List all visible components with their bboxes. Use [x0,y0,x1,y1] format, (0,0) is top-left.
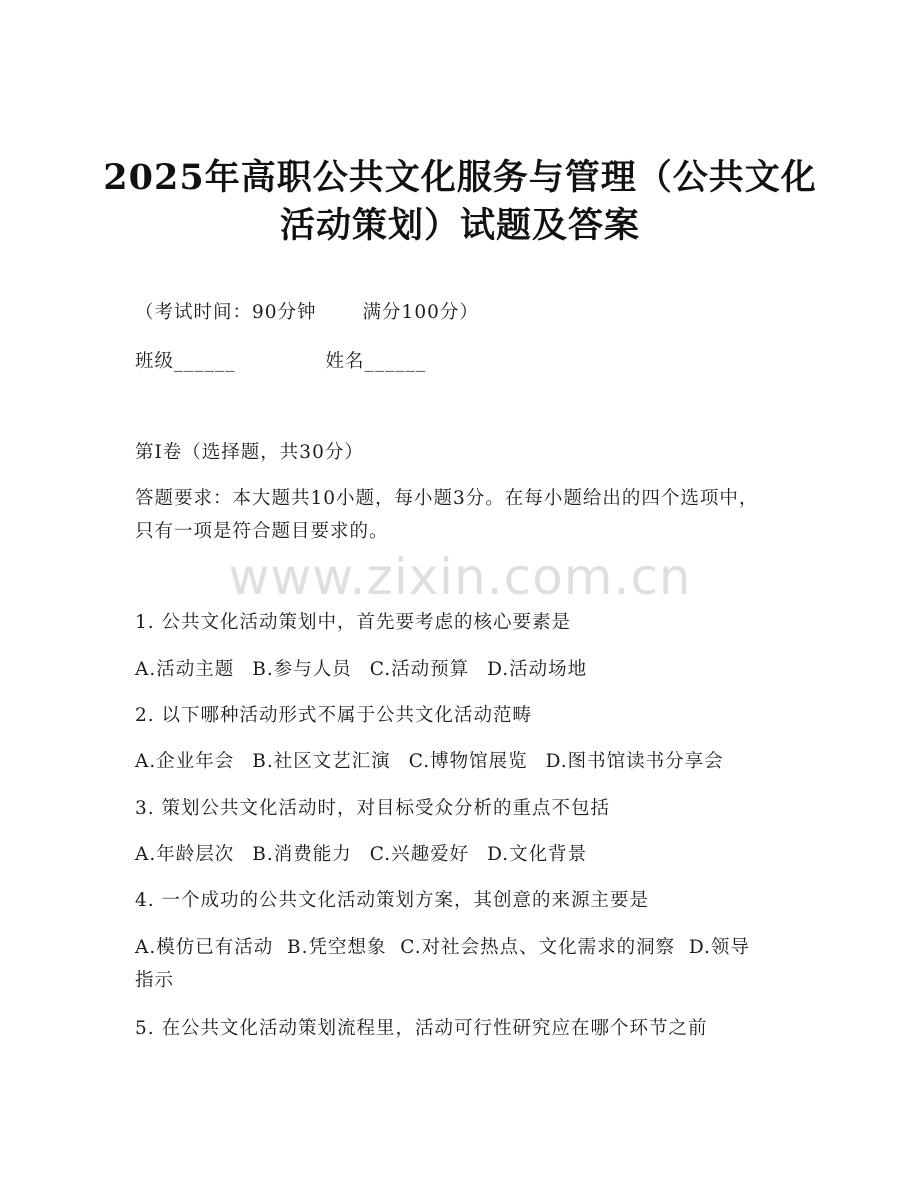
document-title-line-2: 活动策划）试题及答案 [279,205,640,246]
question-2-options [135,748,724,776]
question-2-stem: 2. 以下哪种活动形式不属于公共文化活动范畴 [135,705,533,726]
question-3-options [135,841,587,869]
question-5-stem: 5. 在公共文化活动策划流程里，活动可行性研究应在哪个环节之前 [135,1018,708,1039]
question-2-option-d: D.图书馆读书分享会 [545,751,724,772]
question-3-stem: 3. 策划公共文化活动时，对目标受众分析的重点不包括 [135,798,611,819]
exam-info [135,299,479,327]
question-1-option-c: C.活动预算 [369,659,470,680]
question-2-option-a: A.企业年会 [135,751,235,772]
name-field-label: 姓名______ [325,351,427,372]
question-3-option-c: C.兴趣爱好 [369,844,470,865]
question-1-option-d: D.活动场地 [487,659,588,680]
question-4-stem: 4. 一个成功的公共文化活动策划方案，其创意的来源主要是 [135,890,650,911]
question-3-option-b: B.消费能力 [252,844,352,865]
document-title-line-1: 2025年高职公共文化服务与管理（公共文化 [103,157,817,198]
question-3-option-d: D.文化背景 [487,844,588,865]
question-2-option-b: B.社区文艺汇演 [252,751,391,772]
student-info [135,348,426,376]
exam-score: 满分100分） [362,302,479,323]
question-1-stem: 1. 公共文化活动策划中，首先要考虑的核心要素是 [135,612,572,633]
exam-time: （考试时间：90分钟 [135,302,317,323]
class-field-label: 班级______ [135,351,236,372]
watermark: www.zixin.com.cn [228,548,692,606]
question-4-options: A.模仿已有活动 B.凭空想象 C.对社会热点、文化需求的洞察 D.领导指示 [135,937,750,991]
section-heading: 第Ⅰ卷（选择题，共30分） [135,442,364,463]
question-1-option-a: A.活动主题 [135,659,235,680]
section-instructions: 答题要求：本大题共10小题，每小题3分。在每小题给出的四个选项中，只有一项是符合题目要求的。 [135,488,759,542]
question-1-options [135,656,587,684]
question-1-option-b: B.参与人员 [252,659,352,680]
question-3-option-a: A.年龄层次 [135,844,235,865]
question-2-option-c: C.博物馆展览 [408,751,528,772]
